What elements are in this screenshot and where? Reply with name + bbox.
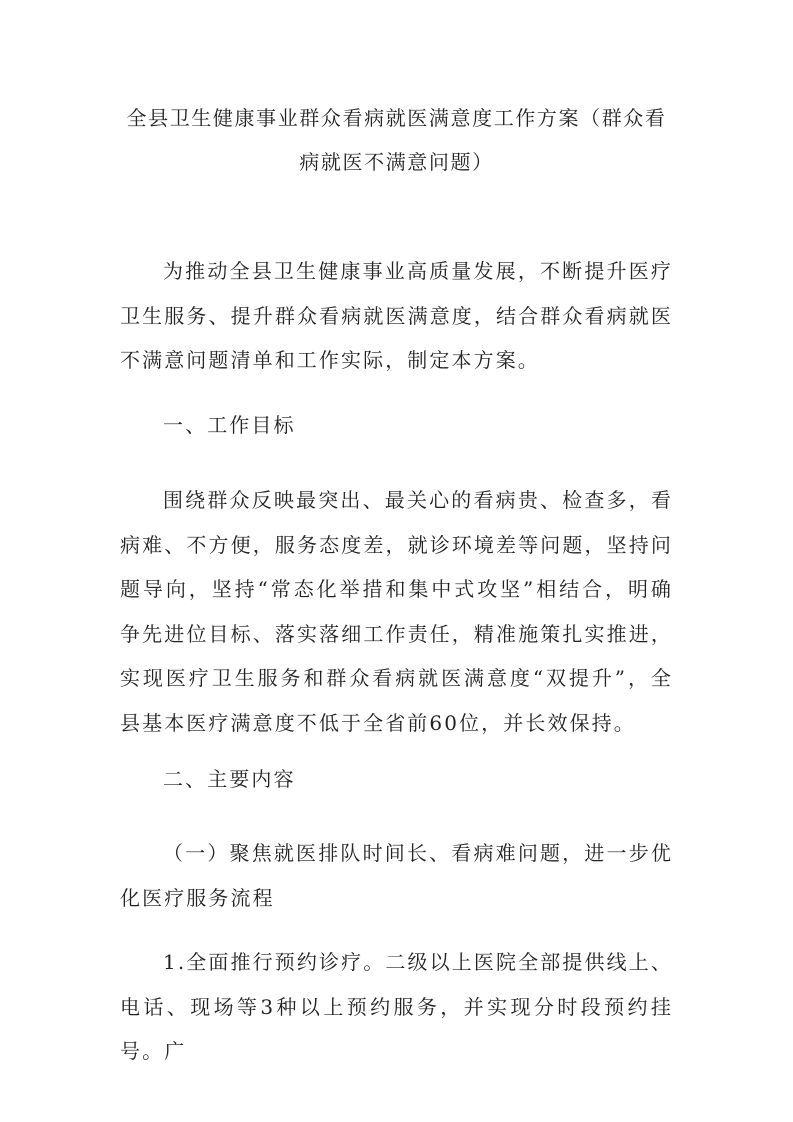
section-heading-main-content: 二、主要内容: [163, 767, 296, 791]
goals-paragraph: 围绕群众反映最突出、最关心的看病贵、检查多，看病难、不方便，服务态度差，就诊环境差等问题，坚持问题导向，坚持“常态化举措和集中式攻坚”相结合，明确争先进位目标、落实落细工作责任，精准施策扎实推进，实现医疗卫生服务和群众看病就医满意度“双提升”，全县基本医疗满意度不低于全省前60位，并长效保持。: [120, 488, 673, 735]
intro-paragraph: 为推动全县卫生健康事业高质量发展，不断提升医疗卫生服务、提升群众看病就医满意度，结合群众看病就医不满意问题清单和工作实际，制定本方案。: [120, 259, 673, 372]
subsection-heading-process: （一）聚焦就医排队时间长、看病难问题，进一步优化医疗服务流程: [120, 841, 673, 910]
section-heading-goals: 一、工作目标: [163, 413, 296, 437]
list-item-appointment: 1.全面推行预约诊疗。二级以上医院全部提供线上、电话、现场等3种以上预约服务，并实现分时段预约挂号。广: [120, 950, 673, 1063]
document-title: 全县卫生健康事业群众看病就医满意度工作方案（群众看病就医不满意问题）: [126, 106, 667, 174]
